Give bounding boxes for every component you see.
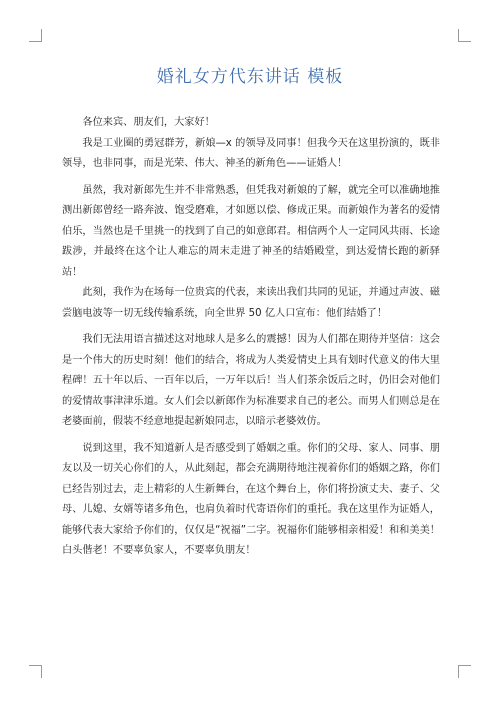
- paragraph-introduction: 我是工业圈的勇冠群芳，新娘—x 的领导及同事！但我今天在这里扮演的，既非领导，也非同事，而是光荣、伟大、神圣的新角色——证婚人！: [62, 137, 440, 169]
- paragraph-greeting: 各位来宾、朋友们，大家好！: [82, 117, 215, 128]
- crop-mark-bottom-left: [29, 665, 42, 678]
- paragraph-historic-moment: 我们无法用语言描述这对地球人是多么的震撼！因为人们都在期待并坚信：这会是一个伟大的历史时刻！他们的结合，将成为人类爱情史上具有划时代意义的伟大里程碑！五十年以后、一百年以后，一万年以后！当人们茶余饭后之时，仍旧会对他们的爱情故事津津乐道。女人们会以新郎作为标准要求自己的老公。而男人们则总是在老婆面前，假装不经意地提起新娘同志，以暗示老婆效仿。: [62, 334, 440, 427]
- document-title: 婚礼女方代东讲话 模板: [156, 67, 344, 87]
- document-body: [62, 113, 440, 562]
- paragraph-blessing: 说到这里，我不知道新人是否感受到了婚姻之重。你们的父母、家人、同事、朋友以及一切关心你们的人，从此刻起，都会充满期待地注视着你们的婚姻之路，你们已经告别过去，走上精彩的人生新舞台，在这个舞台上，你们将扮演丈夫、妻子、父母、儿媳、女婿等诸多角色，也肩负着时代寄语你们的重托。我在这里作为证婚人，能够代表大家给予你们的，仅仅是“祝福”二字。祝福你们能够相亲相爱！和和美美！白头偕老！不要辜负家人，不要辜负朋友！: [62, 442, 440, 556]
- paragraph-announcement: 此刻，我作为在场每一位贵宾的代表，来读出我们共同的见证，并通过声波、磁尝脑电波等一切无线传输系统，向全世界 50 亿人口宣布：他们结婚了！: [62, 287, 440, 319]
- crop-mark-top-left: [29, 29, 42, 42]
- paragraph-about-couple: 虽然，我对新郎先生并不非常熟悉，但凭我对新娘的了解，就完全可以准确地推测出新郎曾经一路奔波、饱受磨难，才如愿以偿、修成正果。而新娘作为著名的爱情伯乐，当然也是千里挑一的找到了自己的如意郎君。相信两个人一定同风共雨、长途跋涉，并最终在这个让人难忘的周末走进了神圣的结婚殿堂，到达爱情长跑的新驿站！: [62, 184, 440, 278]
- crop-mark-bottom-right: [458, 665, 471, 678]
- crop-mark-top-right: [458, 29, 471, 42]
